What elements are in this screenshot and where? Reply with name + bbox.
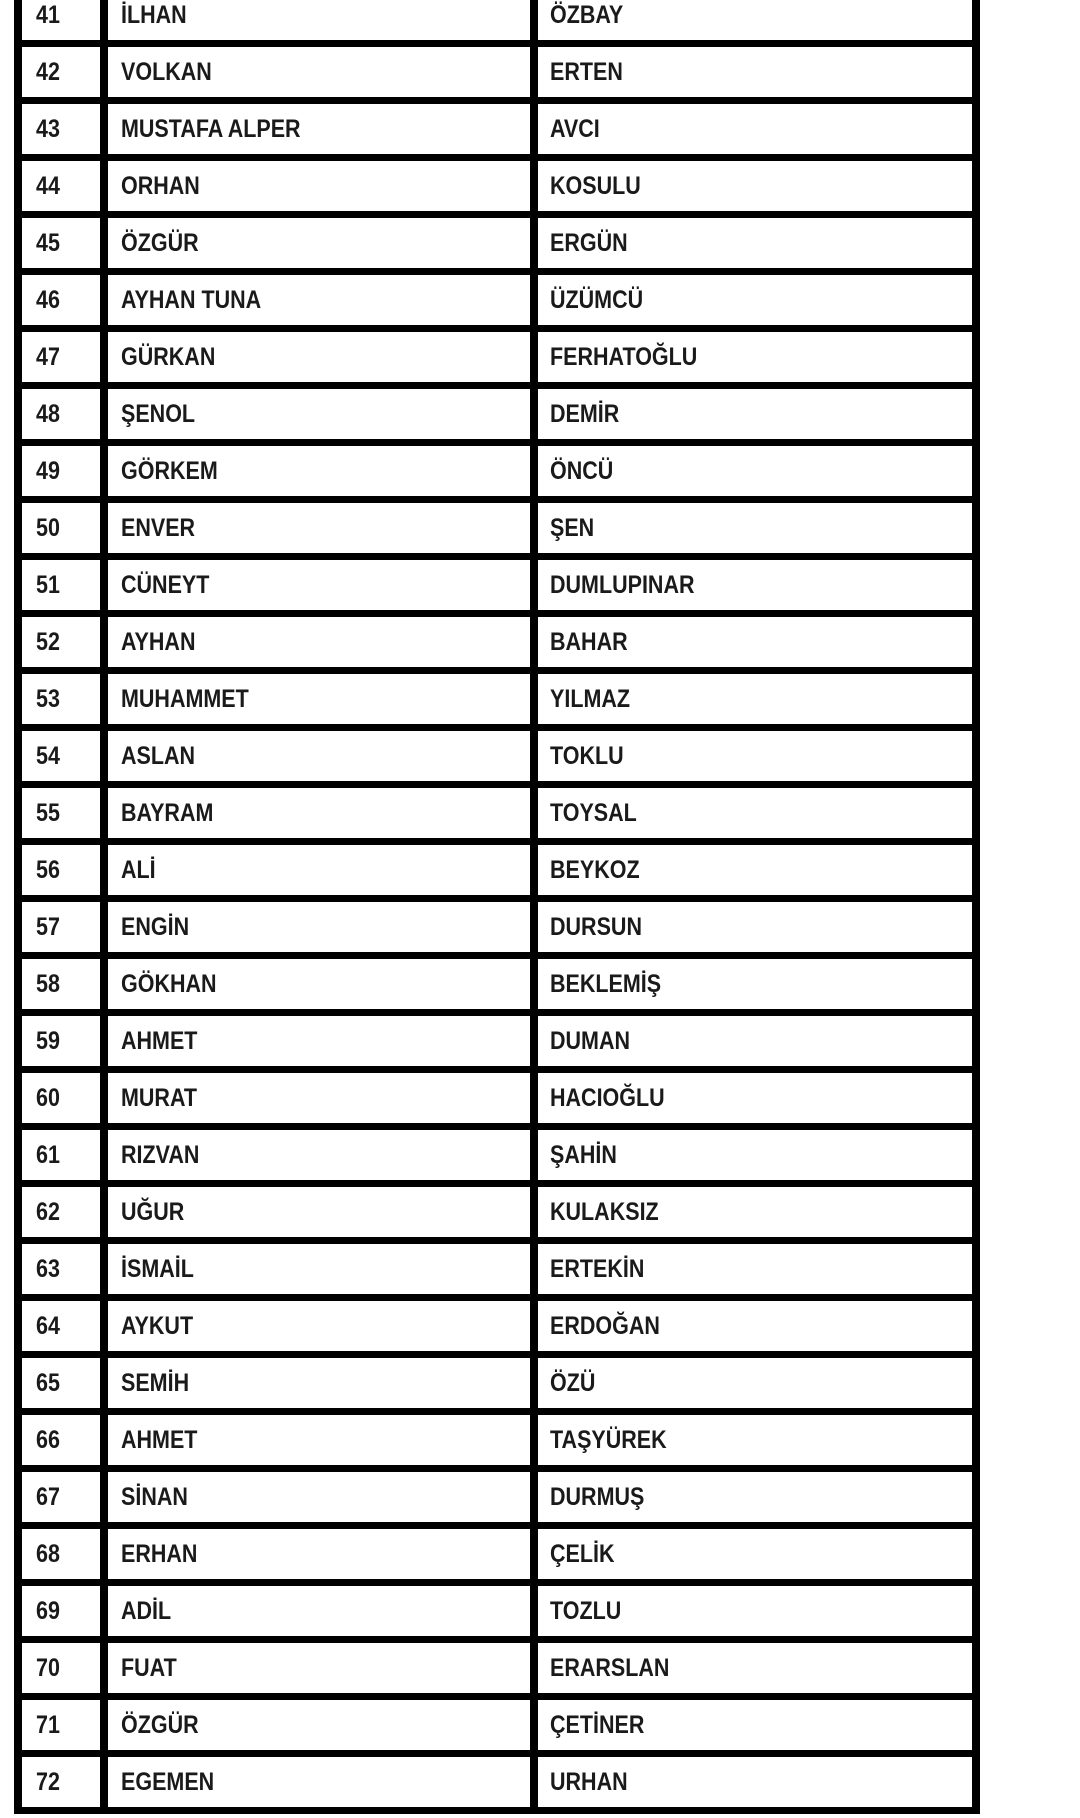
table-row: [22, 845, 972, 902]
first-name-cell: [108, 1016, 530, 1066]
row-number-cell: [22, 1529, 100, 1579]
first-name: ÖZGÜR: [121, 1710, 199, 1739]
row-number: 53: [36, 684, 60, 713]
last-name: BEYKOZ: [550, 855, 640, 884]
first-name-cell: [108, 161, 530, 211]
table-row: [22, 1529, 972, 1586]
last-name: DURSUN: [550, 912, 642, 941]
first-name: ADİL: [121, 1596, 172, 1625]
first-name-cell: [108, 1415, 530, 1465]
row-number-cell: [22, 959, 100, 1009]
first-name: FUAT: [121, 1653, 177, 1682]
row-number-cell: [22, 1586, 100, 1636]
first-name: ALİ: [121, 855, 156, 884]
last-name: YILMAZ: [550, 684, 631, 713]
name-list-table: [14, 0, 980, 1814]
table-row: [22, 1586, 972, 1643]
table-row: [22, 617, 972, 674]
last-name: ŞAHİN: [550, 1140, 617, 1169]
first-name-cell: [108, 1472, 530, 1522]
first-name: GÖKHAN: [121, 969, 217, 998]
row-number-cell: [22, 1472, 100, 1522]
first-name: MUSTAFA ALPER: [121, 114, 301, 143]
row-number-cell: [22, 788, 100, 838]
table-row: [22, 1643, 972, 1700]
last-name-cell: [538, 731, 972, 781]
row-number-cell: [22, 275, 100, 325]
row-number-cell: [22, 674, 100, 724]
table-row: [22, 674, 972, 731]
row-number-cell: [22, 1073, 100, 1123]
first-name: AYKUT: [121, 1311, 194, 1340]
first-name-cell: [108, 1244, 530, 1294]
last-name: ÇELİK: [550, 1539, 615, 1568]
first-name-cell: [108, 1586, 530, 1636]
first-name-cell: [108, 731, 530, 781]
first-name-cell: [108, 503, 530, 553]
first-name: AHMET: [121, 1425, 198, 1454]
table-row: [22, 218, 972, 275]
row-number: 63: [36, 1254, 60, 1283]
last-name-cell: [538, 503, 972, 553]
table-row: [22, 446, 972, 503]
table-row: [22, 389, 972, 446]
first-name-cell: [108, 47, 530, 97]
row-number: 61: [36, 1140, 60, 1169]
last-name: TAŞYÜREK: [550, 1425, 667, 1454]
table-row: [22, 902, 972, 959]
last-name: BAHAR: [550, 627, 628, 656]
last-name-cell: [538, 1472, 972, 1522]
last-name-cell: [538, 218, 972, 268]
table-row: [22, 0, 972, 47]
first-name-cell: [108, 1073, 530, 1123]
row-number: 46: [36, 285, 60, 314]
first-name: CÜNEYT: [121, 570, 210, 599]
table-row: [22, 1757, 972, 1814]
last-name-cell: [538, 1415, 972, 1465]
first-name-cell: [108, 1187, 530, 1237]
last-name: KOSULU: [550, 171, 641, 200]
first-name: İLHAN: [121, 0, 187, 29]
last-name: DUMAN: [550, 1026, 631, 1055]
last-name-cell: [538, 788, 972, 838]
first-name-cell: [108, 617, 530, 667]
row-number-cell: [22, 1757, 100, 1807]
last-name-cell: [538, 47, 972, 97]
last-name: TOKLU: [550, 741, 624, 770]
table-row: [22, 47, 972, 104]
last-name-cell: [538, 1643, 972, 1693]
row-number-cell: [22, 1700, 100, 1750]
last-name: HACIOĞLU: [550, 1083, 665, 1112]
last-name: ERARSLAN: [550, 1653, 670, 1682]
row-number-cell: [22, 446, 100, 496]
first-name-cell: [108, 104, 530, 154]
first-name-cell: [108, 1301, 530, 1351]
table-row: [22, 1415, 972, 1472]
last-name-cell: [538, 332, 972, 382]
table-row: [22, 731, 972, 788]
first-name: ORHAN: [121, 171, 200, 200]
row-number-cell: [22, 1016, 100, 1066]
last-name-cell: [538, 959, 972, 1009]
row-number: 66: [36, 1425, 60, 1454]
row-number-cell: [22, 389, 100, 439]
last-name-cell: [538, 1244, 972, 1294]
row-number: 45: [36, 228, 60, 257]
last-name: DEMİR: [550, 399, 620, 428]
first-name-cell: [108, 1130, 530, 1180]
row-number-cell: [22, 1358, 100, 1408]
first-name: SEMİH: [121, 1368, 190, 1397]
last-name-cell: [538, 845, 972, 895]
row-number-cell: [22, 1415, 100, 1465]
row-number: 48: [36, 399, 60, 428]
row-number: 47: [36, 342, 60, 371]
row-number: 69: [36, 1596, 60, 1625]
last-name: ERDOĞAN: [550, 1311, 660, 1340]
first-name: ASLAN: [121, 741, 196, 770]
row-number-cell: [22, 161, 100, 211]
first-name: EGEMEN: [121, 1767, 215, 1796]
row-number: 58: [36, 969, 60, 998]
row-number-cell: [22, 560, 100, 610]
table-row: [22, 332, 972, 389]
last-name-cell: [538, 0, 972, 40]
last-name: ERTEN: [550, 57, 623, 86]
row-number: 72: [36, 1767, 60, 1796]
first-name: AHMET: [121, 1026, 198, 1055]
table-row: [22, 1130, 972, 1187]
last-name: ERTEKİN: [550, 1254, 645, 1283]
row-number: 51: [36, 570, 60, 599]
first-name-cell: [108, 1757, 530, 1807]
row-number: 59: [36, 1026, 60, 1055]
row-number: 50: [36, 513, 60, 542]
row-number-cell: [22, 332, 100, 382]
first-name-cell: [108, 845, 530, 895]
row-number-cell: [22, 1643, 100, 1693]
first-name-cell: [108, 446, 530, 496]
row-number: 43: [36, 114, 60, 143]
first-name-cell: [108, 332, 530, 382]
last-name: URHAN: [550, 1767, 628, 1796]
first-name: ÖZGÜR: [121, 228, 199, 257]
row-number: 71: [36, 1710, 60, 1739]
first-name: İSMAİL: [121, 1254, 194, 1283]
table-row: [22, 1700, 972, 1757]
last-name-cell: [538, 1130, 972, 1180]
table-row: [22, 959, 972, 1016]
row-number-cell: [22, 0, 100, 40]
last-name-cell: [538, 1016, 972, 1066]
table-row: [22, 1472, 972, 1529]
first-name: SİNAN: [121, 1482, 188, 1511]
first-name-cell: [108, 0, 530, 40]
first-name: ENVER: [121, 513, 196, 542]
first-name-cell: [108, 218, 530, 268]
last-name: ÖZBAY: [550, 0, 624, 29]
last-name-cell: [538, 1757, 972, 1807]
table-row: [22, 1358, 972, 1415]
row-number-cell: [22, 47, 100, 97]
row-number-cell: [22, 902, 100, 952]
row-number: 54: [36, 741, 60, 770]
first-name-cell: [108, 1358, 530, 1408]
row-number: 60: [36, 1083, 60, 1112]
last-name-cell: [538, 104, 972, 154]
row-number: 68: [36, 1539, 60, 1568]
last-name: ERGÜN: [550, 228, 628, 257]
row-number-cell: [22, 1187, 100, 1237]
first-name: BAYRAM: [121, 798, 214, 827]
table-row: [22, 1016, 972, 1073]
first-name: ŞENOL: [121, 399, 196, 428]
row-number-cell: [22, 1130, 100, 1180]
last-name-cell: [538, 161, 972, 211]
first-name: MURAT: [121, 1083, 198, 1112]
last-name-cell: [538, 617, 972, 667]
last-name-cell: [538, 389, 972, 439]
first-name: GÜRKAN: [121, 342, 216, 371]
row-number: 70: [36, 1653, 60, 1682]
last-name: FERHATOĞLU: [550, 342, 698, 371]
first-name-cell: [108, 389, 530, 439]
last-name-cell: [538, 560, 972, 610]
row-number: 49: [36, 456, 60, 485]
first-name-cell: [108, 560, 530, 610]
first-name-cell: [108, 1529, 530, 1579]
last-name: ŞEN: [550, 513, 595, 542]
first-name: AYHAN TUNA: [121, 285, 262, 314]
last-name: DURMUŞ: [550, 1482, 645, 1511]
last-name-cell: [538, 1358, 972, 1408]
first-name-cell: [108, 1643, 530, 1693]
row-number: 64: [36, 1311, 60, 1340]
last-name-cell: [538, 1073, 972, 1123]
first-name: VOLKAN: [121, 57, 212, 86]
row-number-cell: [22, 845, 100, 895]
last-name: ÖNCÜ: [550, 456, 614, 485]
table-row: [22, 1073, 972, 1130]
row-number-cell: [22, 731, 100, 781]
table-row: [22, 1187, 972, 1244]
first-name: UĞUR: [121, 1197, 185, 1226]
row-number: 57: [36, 912, 60, 941]
last-name-cell: [538, 1301, 972, 1351]
last-name-cell: [538, 1187, 972, 1237]
row-number-cell: [22, 617, 100, 667]
row-number: 42: [36, 57, 60, 86]
last-name: TOZLU: [550, 1596, 622, 1625]
row-number-cell: [22, 218, 100, 268]
table-row: [22, 503, 972, 560]
row-number-cell: [22, 104, 100, 154]
row-number: 44: [36, 171, 60, 200]
table-row: [22, 1301, 972, 1358]
row-number-cell: [22, 1244, 100, 1294]
table-row: [22, 161, 972, 218]
first-name: ERHAN: [121, 1539, 198, 1568]
first-name: ENGİN: [121, 912, 190, 941]
last-name-cell: [538, 1529, 972, 1579]
row-number: 56: [36, 855, 60, 884]
last-name: DUMLUPINAR: [550, 570, 695, 599]
row-number: 65: [36, 1368, 60, 1397]
last-name-cell: [538, 902, 972, 952]
last-name: KULAKSIZ: [550, 1197, 659, 1226]
last-name-cell: [538, 1586, 972, 1636]
table-row: [22, 560, 972, 617]
last-name-cell: [538, 674, 972, 724]
table-row: [22, 275, 972, 332]
last-name: AVCI: [550, 114, 600, 143]
first-name: RIZVAN: [121, 1140, 200, 1169]
first-name-cell: [108, 674, 530, 724]
first-name-cell: [108, 902, 530, 952]
first-name: MUHAMMET: [121, 684, 249, 713]
first-name-cell: [108, 1700, 530, 1750]
table-row: [22, 1244, 972, 1301]
last-name-cell: [538, 275, 972, 325]
last-name-cell: [538, 1700, 972, 1750]
last-name: BEKLEMİŞ: [550, 969, 662, 998]
table-row: [22, 104, 972, 161]
last-name: ÖZÜ: [550, 1368, 596, 1397]
first-name: GÖRKEM: [121, 456, 218, 485]
last-name-cell: [538, 446, 972, 496]
row-number: 55: [36, 798, 60, 827]
last-name: ÇETİNER: [550, 1710, 645, 1739]
first-name-cell: [108, 275, 530, 325]
row-number: 67: [36, 1482, 60, 1511]
row-number: 52: [36, 627, 60, 656]
first-name: AYHAN: [121, 627, 196, 656]
row-number: 41: [36, 0, 60, 29]
table-row: [22, 788, 972, 845]
row-number-cell: [22, 1301, 100, 1351]
last-name: ÜZÜMCÜ: [550, 285, 644, 314]
last-name: TOYSAL: [550, 798, 637, 827]
row-number: 62: [36, 1197, 60, 1226]
first-name-cell: [108, 959, 530, 1009]
row-number-cell: [22, 503, 100, 553]
first-name-cell: [108, 788, 530, 838]
